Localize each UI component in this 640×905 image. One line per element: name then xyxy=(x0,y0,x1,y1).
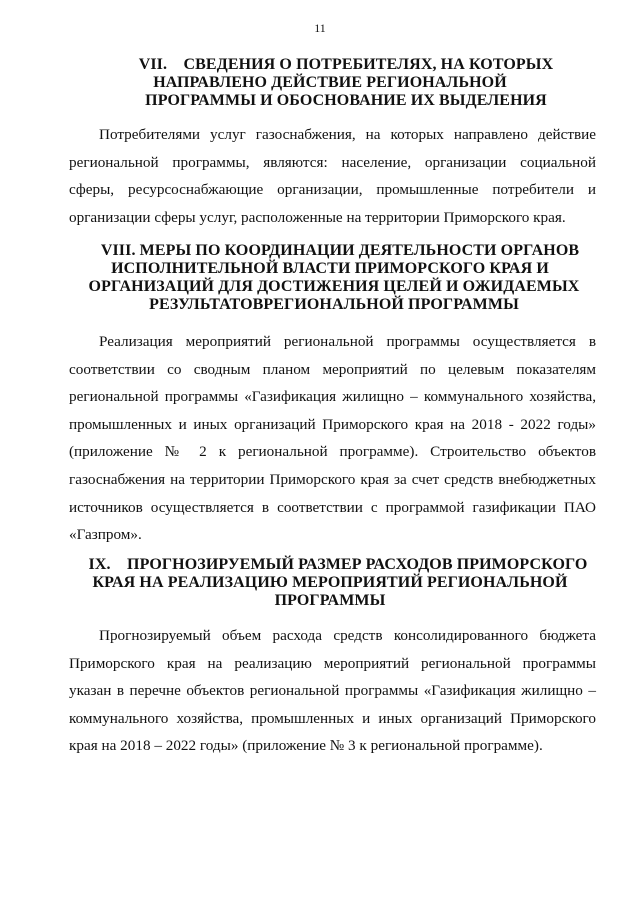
heading-line: VIII. МЕРЫ ПО КООРДИНАЦИИ ДЕЯТЕЛЬНОСТИ ОРГАНОВ xyxy=(100,242,580,259)
heading-line: КРАЯ НА РЕАЛИЗАЦИЮ МЕРОПРИЯТИЙ РЕГИОНАЛЬНОЙ xyxy=(92,574,568,591)
paragraph-line: региональной программы «Газификация жилищно – коммунального хозяйства, xyxy=(69,388,596,406)
heading-line: ПРОГРАММЫ И ОБОСНОВАНИЕ ИХ ВЫДЕЛЕНИЯ xyxy=(145,92,547,109)
paragraph-line: промышленных и иных организаций Приморского края на 2018 - 2022 годы» xyxy=(69,415,596,433)
paragraph-line: региональной программы, являются: население, организации социальной xyxy=(69,153,596,171)
section-vii-heading xyxy=(0,56,640,110)
paragraph-line: Потребителями услуг газоснабжения, на которых направлено действие xyxy=(99,126,596,143)
section-ix-heading xyxy=(0,556,640,610)
paragraph-line: Приморского края на реализацию мероприятий региональной программы xyxy=(69,654,596,672)
paragraph-line: Прогнозируемый объем расхода средств консолидированного бюджета xyxy=(99,627,596,644)
section-vii-paragraph xyxy=(69,121,596,231)
paragraph-line: организации сферы услуг, расположенные на территории Приморского края. xyxy=(69,208,566,226)
section-viii-paragraph xyxy=(69,328,596,549)
paragraph-line: источников осуществляется в соответствии с программой газификации ПАО xyxy=(69,498,596,516)
paragraph-line: коммунального хозяйства, промышленных и иных организаций Приморского xyxy=(69,709,596,727)
heading-line: ИСПОЛНИТЕЛЬНОЙ ВЛАСТИ ПРИМОРСКОГО КРАЯ И xyxy=(111,260,549,277)
paragraph-line: газоснабжения на территории Приморского края за счет средств внебюджетных xyxy=(69,470,596,488)
heading-line: VII. СВЕДЕНИЯ О ПОТРЕБИТЕЛЯХ, НА КОТОРЫХ xyxy=(138,56,554,73)
heading-line: ПРОГРАММЫ xyxy=(274,592,386,609)
heading-line: IX. ПРОГНОЗИРУЕМЫЙ РАЗМЕР РАСХОДОВ ПРИМОРСКОГО xyxy=(88,556,588,573)
paragraph-line: края на 2018 – 2022 годы» (приложение № 3 к региональной программе). xyxy=(69,737,543,755)
paragraph-line: указан в перечне объектов региональной программы «Газификация жилищно – xyxy=(69,682,596,700)
paragraph-line: Реализация мероприятий региональной программы осуществляется в xyxy=(99,333,596,350)
paragraph-line: (приложение № 2 к региональной программе). Строительство объектов xyxy=(69,443,596,461)
heading-line: НАПРАВЛЕНО ДЕЙСТВИЕ РЕГИОНАЛЬНОЙ xyxy=(153,74,507,91)
section-viii-heading xyxy=(0,242,640,314)
page-number: 11 xyxy=(314,21,326,35)
paragraph-line: «Газпром». xyxy=(69,526,142,544)
section-ix-paragraph xyxy=(69,622,596,760)
paragraph-line: соответствии со сводным планом мероприятий по целевым показателям xyxy=(69,360,596,378)
heading-line: РЕЗУЛЬТАТОВРЕГИОНАЛЬНОЙ ПРОГРАММЫ xyxy=(149,296,519,313)
paragraph-line: сферы, ресурсоснабжающие организации, промышленные потребители и xyxy=(69,181,596,199)
heading-line: ОРГАНИЗАЦИЙ ДЛЯ ДОСТИЖЕНИЯ ЦЕЛЕЙ И ОЖИДАЕМЫХ xyxy=(88,278,580,295)
